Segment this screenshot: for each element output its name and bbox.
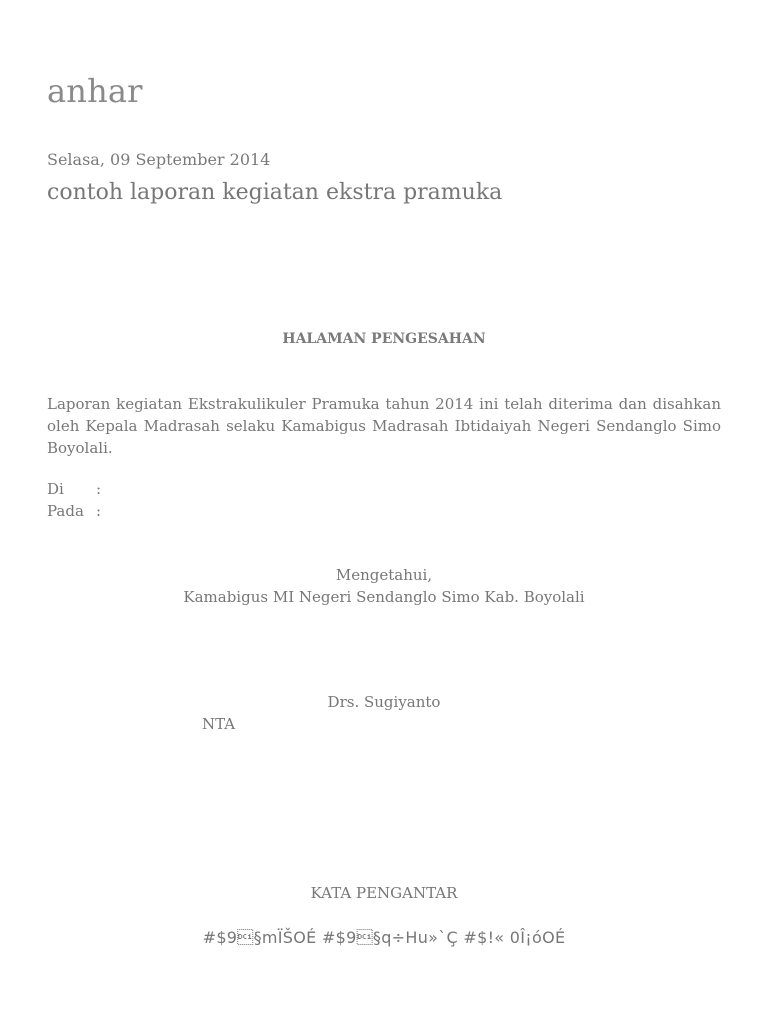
field-pada	[47, 502, 101, 520]
field-pada-label: Pada	[47, 502, 84, 520]
signatory-nta: NTA	[202, 715, 236, 733]
field-di-separator: :	[96, 480, 102, 498]
signature-acknowledged: Mengetahui,	[335, 566, 433, 584]
blog-title-link[interactable]: anhar	[47, 72, 143, 110]
kata-pengantar-heading: KATA PENGANTAR	[310, 884, 458, 902]
field-di-label: Di	[47, 480, 64, 498]
post-title[interactable]: contoh laporan kegiatan ekstra pramuka	[47, 180, 503, 205]
field-pada-separator: :	[96, 502, 102, 520]
field-di	[47, 480, 101, 498]
post-date: Selasa, 09 September 2014	[47, 150, 271, 169]
garbled-arabic-text: #$9§mÏŠOÉ #$9§q÷Hu»`Ç #$!« 0Î¡óOÉ	[202, 928, 566, 947]
signature-position: Kamabigus MI Negeri Sendanglo Simo Kab. Boyolali	[183, 588, 585, 606]
section-heading: HALAMAN PENGESAHAN	[282, 331, 486, 347]
approval-paragraph: Laporan kegiatan Ekstrakulikuler Pramuka tahun 2014 ini telah diterima dan disahkan oleh Kepala Madrasah selaku Kamabigus Madrasah Ibtidaiyah Negeri Sendanglo Simo Boyolali.	[47, 395, 721, 457]
signatory-name: Drs. Sugiyanto	[327, 693, 441, 711]
